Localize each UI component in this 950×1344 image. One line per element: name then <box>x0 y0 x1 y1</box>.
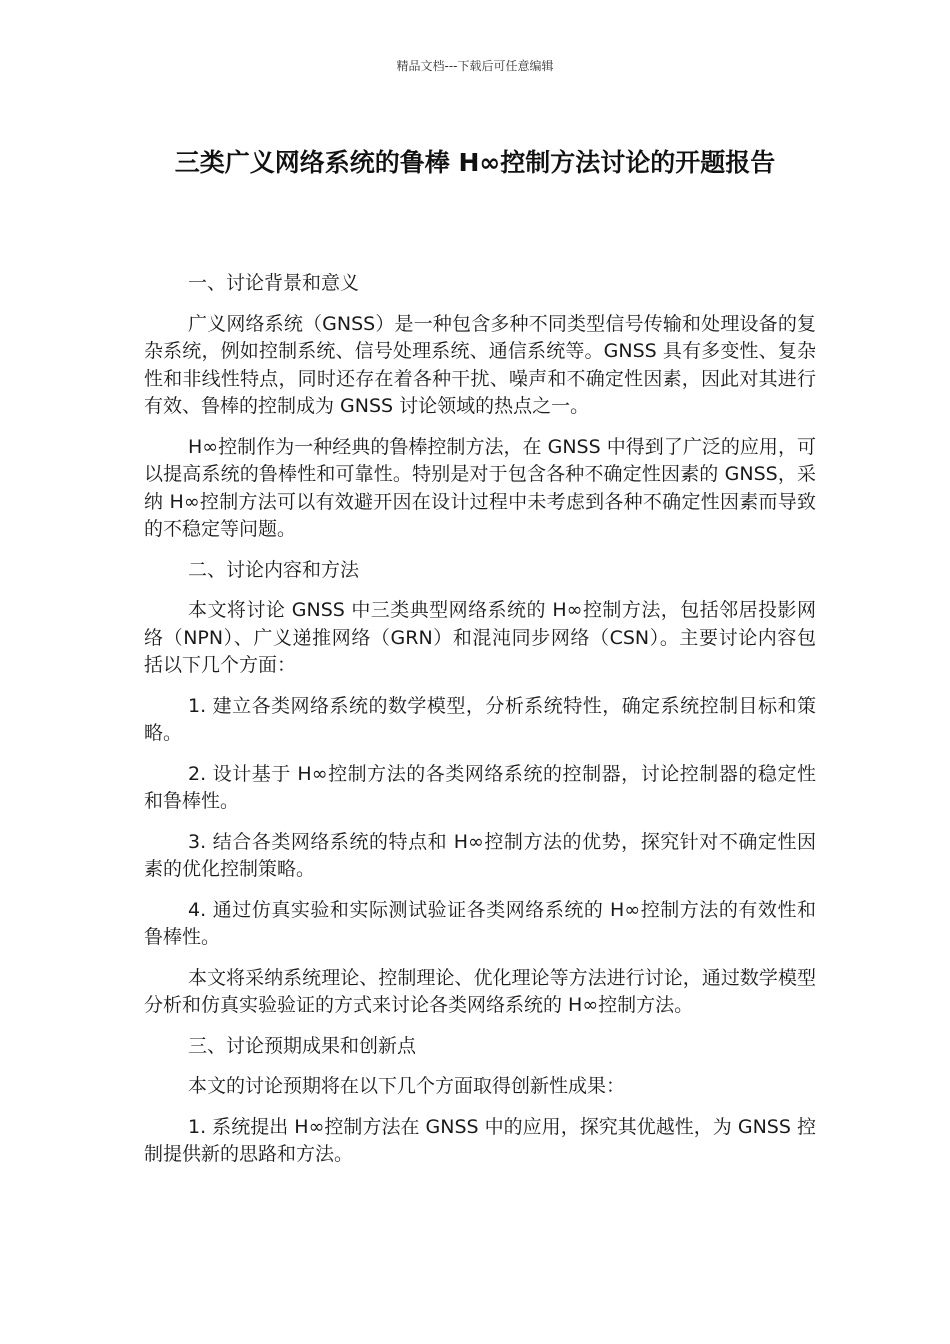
list-item-outcomes-1: 1. 系统提出 H∞控制方法在 GNSS 中的应用，探究其优越性，为 GNSS 控制提供新的思路和方法。 <box>144 1115 816 1165</box>
list-item-content-1: 1. 建立各类网络系统的数学模型，分析系统特性，确定系统控制目标和策略。 <box>144 694 816 744</box>
header-note: 精品文档---下载后可任意编辑 <box>396 59 554 73</box>
document-body <box>144 270 816 1182</box>
paragraph-content-intro: 本文将讨论 GNSS 中三类典型网络系统的 H∞控制方法，包括邻居投影网络（NPN）、广义递推网络（GRN）和混沌同步网络（CSN）。主要讨论内容包括以下几个方面： <box>144 599 816 676</box>
section-heading-outcomes: 三、讨论预期成果和创新点 <box>188 1034 417 1057</box>
paragraph-methods: 本文将采纳系统理论、控制理论、优化理论等方法进行讨论，通过数学模型分析和仿真实验验证的方式来讨论各类网络系统的 H∞控制方法。 <box>144 966 816 1016</box>
list-item-content-4: 4. 通过仿真实验和实际测试验证各类网络系统的 H∞控制方法的有效性和鲁棒性。 <box>144 898 816 948</box>
paragraph-background-2: H∞控制作为一种经典的鲁棒控制方法，在 GNSS 中得到了广泛的应用，可以提高系统的鲁棒性和可靠性。特别是对于包含各种不确定性因素的 GNSS，采纳 H∞控制方法可以有效避开因在设计过程中未考虑到各种不确定性因素而导致的不稳定等问题。 <box>144 435 816 540</box>
section-heading-background: 一、讨论背景和意义 <box>188 272 360 294</box>
document-title: 三类广义网络系统的鲁棒 H∞控制方法讨论的开题报告 <box>174 148 776 177</box>
list-item-content-2: 2. 设计基于 H∞控制方法的各类网络系统的控制器，讨论控制器的稳定性和鲁棒性。 <box>144 762 816 812</box>
list-item-content-3: 3. 结合各类网络系统的特点和 H∞控制方法的优势，探究针对不确定性因素的优化控制策略。 <box>144 830 816 880</box>
paragraph-background-1: 广义网络系统（GNSS）是一种包含多种不同类型信号传输和处理设备的复杂系统，例如控制系统、信号处理系统、通信系统等。GNSS 具有多变性、复杂性和非线性特点，同时还存在着各种干扰、噪声和不确定性因素，因此对其进行有效、鲁棒的控制成为 GNSS 讨论领域的热点之一。 <box>144 312 816 417</box>
paragraph-outcomes-intro: 本文的讨论预期将在以下几个方面取得创新性成果： <box>188 1075 626 1097</box>
section-heading-content-methods: 二、讨论内容和方法 <box>188 558 360 581</box>
